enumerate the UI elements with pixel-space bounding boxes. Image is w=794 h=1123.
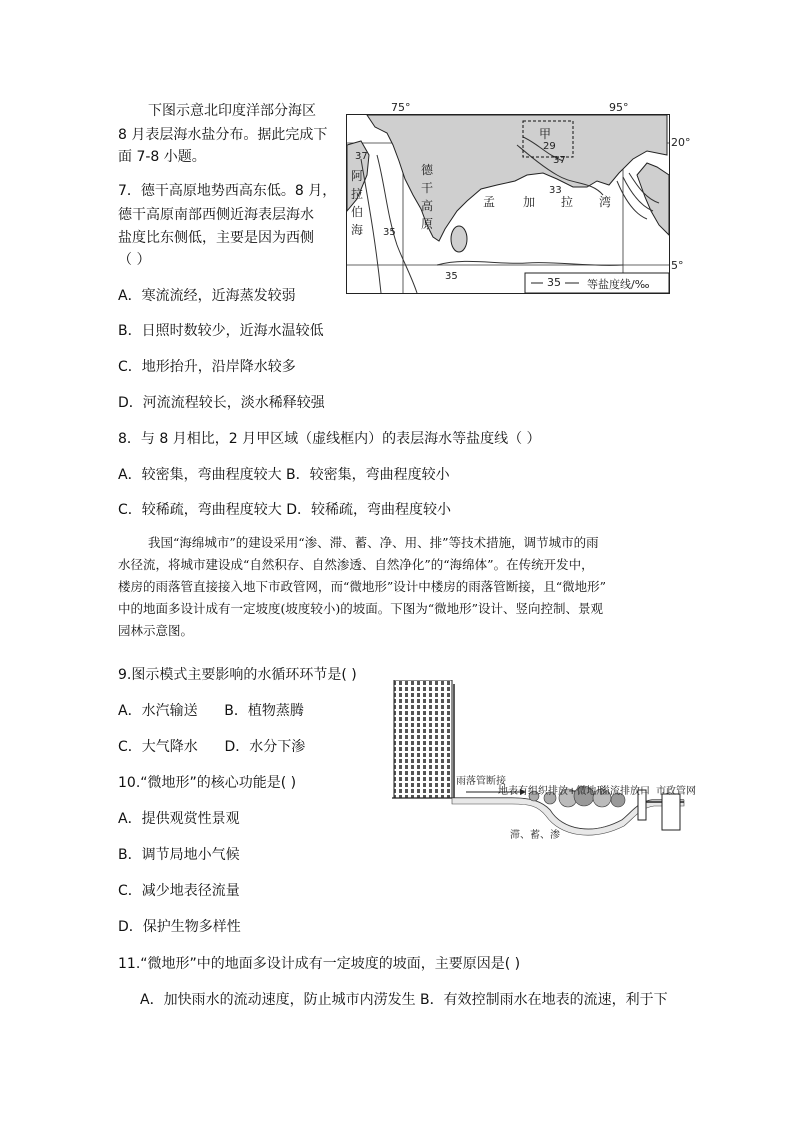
q9-stem: 9.图示模式主要影响的水循环环节是( ) [118, 667, 357, 683]
q7-option-a[interactable]: A．寒流流经，近海蒸发较弱 [118, 288, 296, 304]
map-drawing [347, 115, 669, 293]
q10-stem: 10.“微地形”的核心功能是( ) [118, 775, 297, 791]
label-retention: 滞、蓄、渗 [510, 830, 560, 841]
q8-options-ab[interactable]: A．较密集，弯曲程度较大 B．较密集，弯曲程度较小 [118, 467, 450, 483]
passage-line2: 水径流，将城市建设成“自然积存、自然渗透、自然净化”的“海绵体”。在传统开发中， [118, 557, 594, 572]
passage-line3: 楼房的雨落管直接接入地下市政管网，而“微地形”设计中楼房的雨落管断接，且“微地形” [118, 579, 607, 594]
label-overflow: 溢流排放口 [600, 786, 650, 797]
arabian-sea-char-3: 伯 [351, 205, 364, 219]
label-municipal: 市政管网 [656, 786, 696, 797]
bay-char-1: 孟 [483, 195, 496, 209]
arabian-sea-char-2: 拉 [351, 187, 364, 201]
q11-options-ab[interactable]: A．加快雨水的流动速度，防止城市内涝发生 B．有效控制雨水在地表的流速，利于下 [140, 992, 668, 1008]
q7-option-c[interactable]: C．地形抬升，沿岸降水较多 [118, 359, 296, 375]
diagram-drawing [392, 680, 700, 850]
q10-option-b[interactable]: B．调节局地小气候 [118, 847, 240, 863]
arabian-sea-char-1: 阿 [351, 169, 364, 183]
q8-options-cd[interactable]: C．较稀疏，弯曲程度较大 D．较稀疏，弯曲程度较小 [118, 502, 452, 518]
q9-options-ab[interactable]: A．水汽输送 B．植物蒸腾 [118, 703, 304, 719]
label-downpipe: 雨落管断接 [456, 776, 506, 787]
q10-option-c[interactable]: C．减少地表径流量 [118, 883, 240, 899]
isohaline-35-south: 35 [445, 271, 458, 282]
region-jia-label: 甲 [539, 127, 552, 141]
intro-line2: 8 月表层海水盐分布。据此完成下 [118, 127, 328, 143]
q7-stem-line2: 德干高原南部西侧近海表层海水 [118, 207, 314, 223]
deccan-char-4: 原 [421, 217, 434, 231]
lat-5-label: 5° [671, 259, 684, 272]
label-surface: 地表有组织排放+微地形 [498, 786, 607, 797]
salinity-map [346, 101, 691, 294]
isohaline-29: 29 [543, 141, 556, 152]
legend-value: 35 [547, 276, 561, 289]
q8-stem: 8．与 8 月相比，2 月甲区域（虚线框内）的表层海水等盐度线（ ） [118, 431, 541, 447]
isohaline-37-east: 37 [553, 155, 566, 166]
isohaline-35-west: 35 [383, 227, 396, 238]
q9-options-cd[interactable]: C．大气降水 D．水分下渗 [118, 739, 306, 755]
q11-stem: 11.“微地形”中的地面多设计成有一定坡度的坡面，主要原因是( ) [118, 956, 521, 972]
q7-stem-line4: （ ） [118, 252, 151, 268]
micro-terrain-diagram [392, 680, 700, 850]
q10-option-d[interactable]: D．保护生物多样性 [118, 919, 241, 935]
intro-line3: 面 7-8 小题。 [118, 149, 206, 165]
isohaline-33: 33 [549, 185, 562, 196]
isohaline-37-west: 37 [355, 151, 368, 162]
deccan-char-2: 干 [421, 181, 434, 195]
q7-stem-line3: 盐度比东侧低，主要是因为西侧 [118, 230, 314, 246]
arabian-sea-char-4: 海 [351, 223, 364, 237]
q7-option-b[interactable]: B．日照时数较少，近海水温较低 [118, 323, 324, 339]
bay-char-2: 加 [523, 195, 536, 209]
lat-20-label: 20° [671, 136, 691, 149]
bay-char-3: 拉 [561, 195, 574, 209]
deccan-char-1: 德 [421, 163, 434, 177]
q7-stem-line1: 7．德干高原地势西高东低。8 月， [118, 183, 337, 199]
legend-text: 等盐度线/‰ [587, 278, 650, 291]
lon-95-label: 95° [609, 101, 629, 114]
passage-line1: 我国“海绵城市”的建设采用“渗、滞、蓄、净、用、排”等技术措施，调节城市的雨 [148, 535, 599, 550]
bay-char-4: 湾 [599, 195, 612, 209]
passage-line5: 园林示意图。 [118, 623, 194, 638]
q10-option-a[interactable]: A．提供观赏性景观 [118, 811, 240, 827]
lon-75-label: 75° [391, 101, 411, 114]
intro-line1: 下图示意北印度洋部分海区 [148, 103, 316, 119]
passage-line4: 中的地面多设计成有一定坡度(坡度较小)的坡面。下图为“微地形”设计、竖向控制、景观 [118, 601, 604, 616]
q7-option-d[interactable]: D．河流流程较长，淡水稀释较强 [118, 395, 325, 411]
deccan-char-3: 高 [421, 199, 434, 213]
